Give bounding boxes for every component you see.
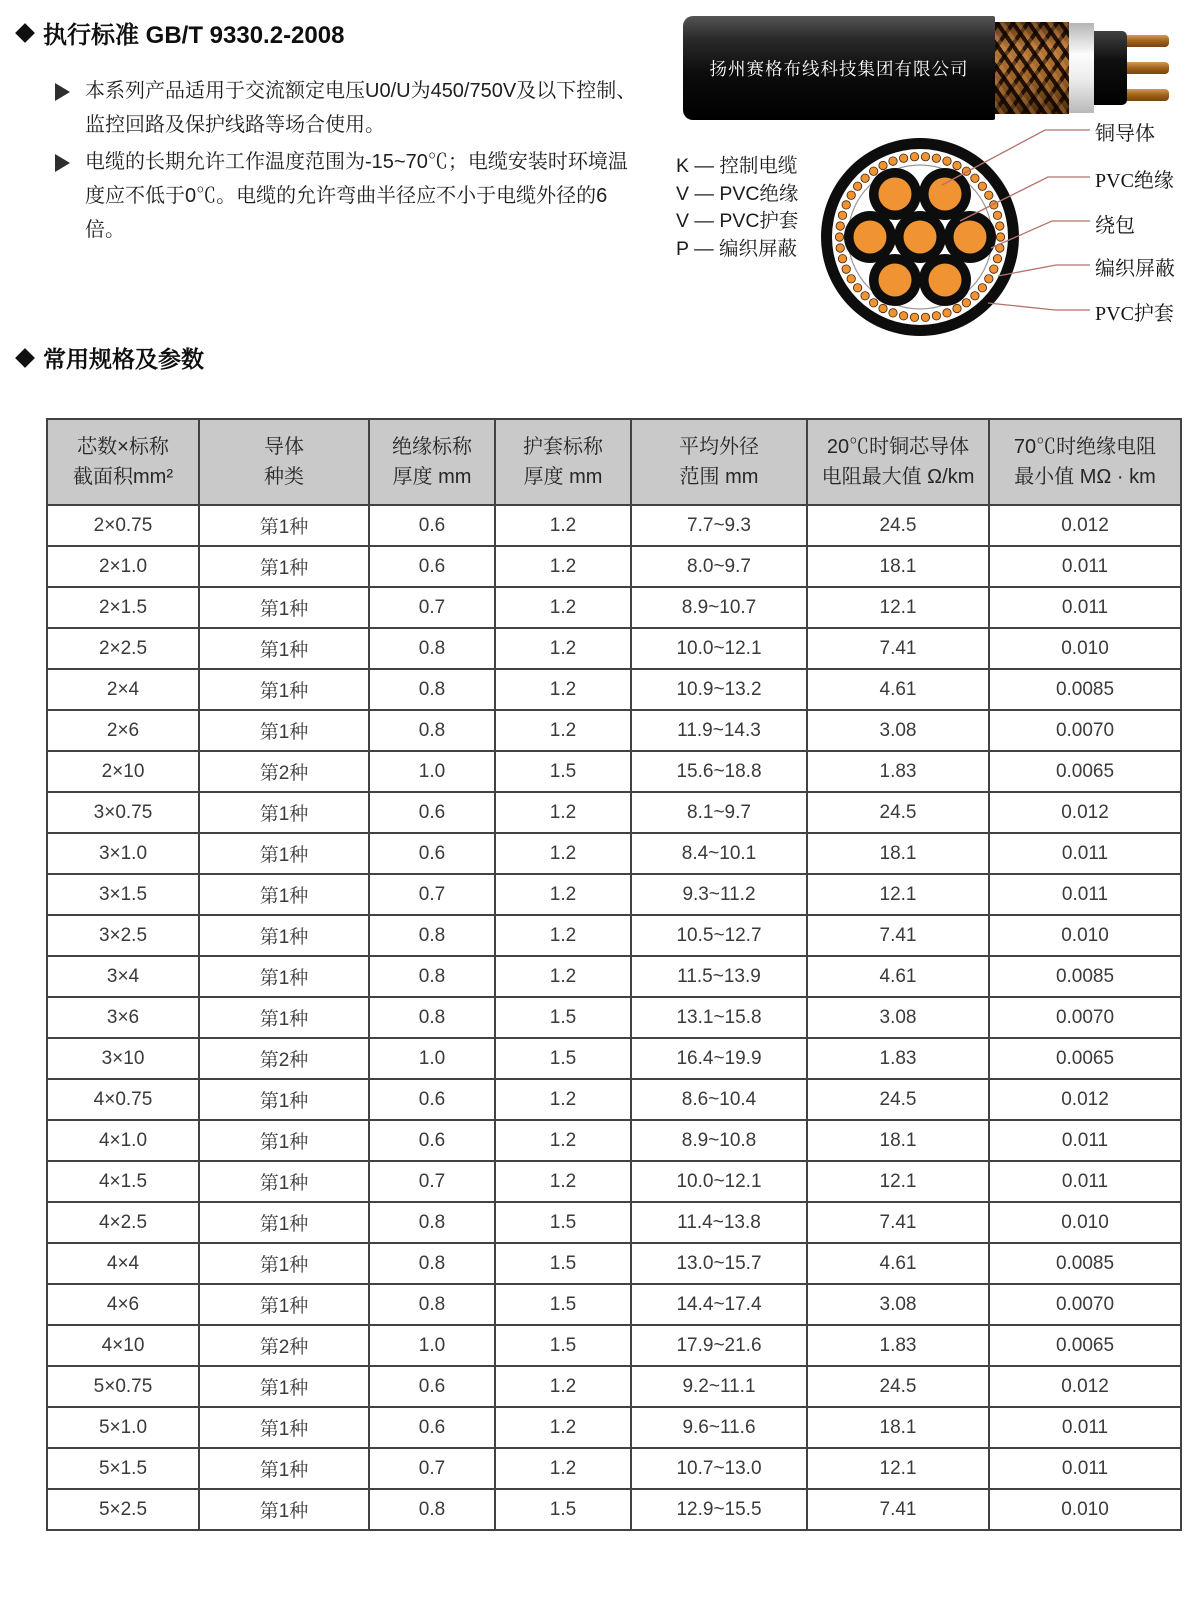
- table-cell: 0.0085: [989, 1243, 1181, 1284]
- table-cell: 16.4~19.9: [631, 1038, 807, 1079]
- table-cell: 0.8: [369, 1202, 495, 1243]
- table-row: [47, 1202, 1181, 1243]
- table-cell: 0.011: [989, 1407, 1181, 1448]
- table-cell: 1.2: [495, 1120, 631, 1161]
- legend-line: K — 控制电缆: [676, 155, 798, 177]
- table-cell: 第1种: [199, 956, 369, 997]
- table-cell: 4.61: [807, 956, 989, 997]
- table-row: [47, 1120, 1181, 1161]
- legend-line: V — PVC护套: [676, 210, 799, 232]
- table-cell: 5×2.5: [47, 1489, 199, 1530]
- table-cell: 8.4~10.1: [631, 833, 807, 874]
- table-cell: 11.5~13.9: [631, 956, 807, 997]
- table-row: [47, 997, 1181, 1038]
- table-cell: 2×10: [47, 751, 199, 792]
- legend-line: P — 编织屏蔽: [676, 237, 797, 260]
- table-cell: 第1种: [199, 1489, 369, 1530]
- table-row: [47, 1366, 1181, 1407]
- diamond-bullet-icon: [15, 348, 35, 368]
- table-row: [47, 628, 1181, 669]
- diagram-label-conductor: 铜导体: [1095, 123, 1155, 145]
- intro-text: 本系列产品适用于交流额定电压U0/U为450/750V及以下控制、监控回路及保护线路等场合使用。: [85, 80, 637, 136]
- table-cell: 18.1: [807, 1120, 989, 1161]
- table-cell: 1.5: [495, 1202, 631, 1243]
- table-cell: 0.8: [369, 997, 495, 1038]
- table-cell: 9.2~11.1: [631, 1366, 807, 1407]
- table-cell: 1.2: [495, 792, 631, 833]
- table-cell: 0.010: [989, 1489, 1181, 1530]
- table-cell: 1.83: [807, 1038, 989, 1079]
- table-cell: 0.6: [369, 1407, 495, 1448]
- table-row: [47, 505, 1181, 546]
- table-cell: 2×1.0: [47, 546, 199, 587]
- table-cell: 第1种: [199, 669, 369, 710]
- table-row: [47, 915, 1181, 956]
- table-cell: 1.2: [495, 1161, 631, 1202]
- table-cell: 0.0065: [989, 1038, 1181, 1079]
- table-cell: 3×1.5: [47, 874, 199, 915]
- table-cell: 12.1: [807, 1448, 989, 1489]
- table-cell: 第2种: [199, 751, 369, 792]
- table-cell: 0.6: [369, 1079, 495, 1120]
- table-cell: 0.011: [989, 1448, 1181, 1489]
- table-cell: 0.8: [369, 956, 495, 997]
- table-cell: 0.8: [369, 710, 495, 751]
- table-cell: 2×2.5: [47, 628, 199, 669]
- table-cell: 1.2: [495, 710, 631, 751]
- table-cell: 1.2: [495, 1079, 631, 1120]
- table-row: [47, 1325, 1181, 1366]
- table-cell: 3.08: [807, 1284, 989, 1325]
- table-cell: 第1种: [199, 1079, 369, 1120]
- table-cell: 4×6: [47, 1284, 199, 1325]
- table-cell: 0.6: [369, 546, 495, 587]
- table-cell: 9.6~11.6: [631, 1407, 807, 1448]
- table-cell: 第1种: [199, 587, 369, 628]
- table-cell: 第1种: [199, 915, 369, 956]
- intro-text: 电缆的长期允许工作温度范围为-15~70℃；电缆安装时环境温度应不低于0℃。电缆的允许弯曲半径应不小于电缆外径的6倍。: [85, 151, 628, 241]
- table-cell: 3.08: [807, 997, 989, 1038]
- table-cell: 12.1: [807, 587, 989, 628]
- table-cell: 0.010: [989, 1202, 1181, 1243]
- table-cell: 4×0.75: [47, 1079, 199, 1120]
- table-cell: 4×2.5: [47, 1202, 199, 1243]
- table-cell: 0.0070: [989, 710, 1181, 751]
- table-cell: 第1种: [199, 710, 369, 751]
- column-header: 导体 种类: [199, 419, 369, 505]
- table-cell: 7.7~9.3: [631, 505, 807, 546]
- table-cell: 10.0~12.1: [631, 628, 807, 669]
- column-header: 70℃时绝缘电阻 最小值 MΩ · km: [989, 419, 1181, 505]
- standard-title: [18, 15, 344, 50]
- specs-section-title-text: 常用规格及参数: [43, 346, 204, 372]
- table-cell: 1.5: [495, 751, 631, 792]
- table-cell: 第1种: [199, 1407, 369, 1448]
- table-cell: 8.6~10.4: [631, 1079, 807, 1120]
- diagram-label-braid-shield: 编织屏蔽: [1095, 258, 1175, 280]
- table-cell: 1.83: [807, 751, 989, 792]
- table-cell: 第1种: [199, 1161, 369, 1202]
- table-cell: 第1种: [199, 1243, 369, 1284]
- diagram-label-pvc-sheath: PVC护套: [1095, 303, 1174, 325]
- table-cell: 7.41: [807, 1489, 989, 1530]
- table-cell: 0.012: [989, 505, 1181, 546]
- table-cell: 第1种: [199, 546, 369, 587]
- table-cell: 3×0.75: [47, 792, 199, 833]
- table-cell: 第1种: [199, 997, 369, 1038]
- table-cell: 第2种: [199, 1325, 369, 1366]
- table-cell: 1.5: [495, 1284, 631, 1325]
- table-cell: 0.7: [369, 874, 495, 915]
- table-row: [47, 1038, 1181, 1079]
- table-cell: 7.41: [807, 915, 989, 956]
- table-row: [47, 669, 1181, 710]
- table-cell: 10.0~12.1: [631, 1161, 807, 1202]
- table-cell: 1.2: [495, 833, 631, 874]
- table-cell: 11.9~14.3: [631, 710, 807, 751]
- table-row: [47, 1448, 1181, 1489]
- table-cell: 第1种: [199, 1202, 369, 1243]
- table-cell: 1.5: [495, 1243, 631, 1284]
- table-cell: 第1种: [199, 628, 369, 669]
- table-cell: 1.2: [495, 1448, 631, 1489]
- table-cell: 0.012: [989, 792, 1181, 833]
- table-row: [47, 1161, 1181, 1202]
- table-cell: 4.61: [807, 1243, 989, 1284]
- table-cell: 15.6~18.8: [631, 751, 807, 792]
- table-cell: 8.9~10.8: [631, 1120, 807, 1161]
- column-header: 芯数×标称 截面积mm²: [47, 419, 199, 505]
- table-cell: 18.1: [807, 833, 989, 874]
- table-cell: 0.0085: [989, 669, 1181, 710]
- table-row: [47, 792, 1181, 833]
- spec-table-body: [47, 505, 1181, 1530]
- table-cell: 1.2: [495, 915, 631, 956]
- table-row: [47, 833, 1181, 874]
- table-cell: 0.8: [369, 1284, 495, 1325]
- column-header: 绝缘标称 厚度 mm: [369, 419, 495, 505]
- table-row: [47, 1284, 1181, 1325]
- column-header: 平均外径 范围 mm: [631, 419, 807, 505]
- table-cell: 0.6: [369, 833, 495, 874]
- intro-bullet: [55, 145, 647, 247]
- table-cell: 第1种: [199, 792, 369, 833]
- brand-text: 扬州赛格布线科技集团有限公司: [709, 58, 969, 79]
- table-cell: 3×2.5: [47, 915, 199, 956]
- table-cell: 12.1: [807, 1161, 989, 1202]
- table-cell: 0.6: [369, 1366, 495, 1407]
- table-cell: 5×1.0: [47, 1407, 199, 1448]
- table-cell: 18.1: [807, 1407, 989, 1448]
- table-cell: 1.2: [495, 1366, 631, 1407]
- table-cell: 1.2: [495, 628, 631, 669]
- table-cell: 第1种: [199, 1120, 369, 1161]
- table-cell: 0.8: [369, 669, 495, 710]
- table-cell: 7.41: [807, 628, 989, 669]
- table-cell: 1.2: [495, 669, 631, 710]
- table-cell: 第2种: [199, 1038, 369, 1079]
- table-cell: 0.012: [989, 1079, 1181, 1120]
- table-cell: 1.5: [495, 1489, 631, 1530]
- table-cell: 10.5~12.7: [631, 915, 807, 956]
- column-header: 20℃时铜芯导体 电阻最大值 Ω/km: [807, 419, 989, 505]
- table-cell: 0.011: [989, 587, 1181, 628]
- diagram-label-insulation: PVC绝缘: [1095, 170, 1174, 192]
- table-cell: 10.9~13.2: [631, 669, 807, 710]
- table-cell: 0.010: [989, 915, 1181, 956]
- table-cell: 24.5: [807, 1079, 989, 1120]
- table-cell: 2×6: [47, 710, 199, 751]
- table-cell: 0.011: [989, 546, 1181, 587]
- table-row: [47, 587, 1181, 628]
- table-cell: 9.3~11.2: [631, 874, 807, 915]
- table-cell: 0.7: [369, 1448, 495, 1489]
- table-cell: 11.4~13.8: [631, 1202, 807, 1243]
- table-cell: 1.0: [369, 1325, 495, 1366]
- table-cell: 1.2: [495, 956, 631, 997]
- table-cell: 第1种: [199, 833, 369, 874]
- table-cell: 4×1.0: [47, 1120, 199, 1161]
- table-cell: 1.0: [369, 1038, 495, 1079]
- table-cell: 0.011: [989, 1161, 1181, 1202]
- product-intro: [55, 74, 647, 250]
- table-cell: 0.8: [369, 1489, 495, 1530]
- table-cell: 3.08: [807, 710, 989, 751]
- table-cell: 3×10: [47, 1038, 199, 1079]
- table-cell: 0.0065: [989, 1325, 1181, 1366]
- intro-bullet: [55, 74, 647, 142]
- table-cell: 12.9~15.5: [631, 1489, 807, 1530]
- table-cell: 0.0065: [989, 751, 1181, 792]
- table-cell: 1.83: [807, 1325, 989, 1366]
- table-cell: 4×1.5: [47, 1161, 199, 1202]
- table-cell: 0.0070: [989, 1284, 1181, 1325]
- table-cell: 0.011: [989, 874, 1181, 915]
- table-cell: 第1种: [199, 874, 369, 915]
- table-cell: 0.6: [369, 505, 495, 546]
- table-cell: 18.1: [807, 546, 989, 587]
- table-cell: 3×1.0: [47, 833, 199, 874]
- triangle-bullet-icon: [55, 154, 70, 172]
- table-cell: 8.1~9.7: [631, 792, 807, 833]
- table-cell: 8.9~10.7: [631, 587, 807, 628]
- table-cell: 0.7: [369, 587, 495, 628]
- table-row: [47, 751, 1181, 792]
- table-cell: 1.2: [495, 546, 631, 587]
- table-row: [47, 1489, 1181, 1530]
- table-cell: 第1种: [199, 1448, 369, 1489]
- table-cell: 1.2: [495, 874, 631, 915]
- standard-title-text: 执行标准 GB/T 9330.2-2008: [43, 22, 345, 49]
- table-cell: 0.7: [369, 1161, 495, 1202]
- table-cell: 4.61: [807, 669, 989, 710]
- table-cell: 1.0: [369, 751, 495, 792]
- table-cell: 0.6: [369, 792, 495, 833]
- table-cell: 5×1.5: [47, 1448, 199, 1489]
- table-cell: 14.4~17.4: [631, 1284, 807, 1325]
- table-cell: 5×0.75: [47, 1366, 199, 1407]
- specs-section-title: [18, 341, 204, 374]
- table-cell: 1.2: [495, 505, 631, 546]
- table-cell: 24.5: [807, 505, 989, 546]
- table-cell: 2×4: [47, 669, 199, 710]
- spec-table-head-row: [47, 419, 1181, 505]
- table-cell: 第1种: [199, 1284, 369, 1325]
- table-cell: 0.0085: [989, 956, 1181, 997]
- table-cell: 24.5: [807, 1366, 989, 1407]
- triangle-bullet-icon: [55, 83, 70, 101]
- table-row: [47, 710, 1181, 751]
- table-cell: 0.011: [989, 833, 1181, 874]
- diagram-label-wrap: 绕包: [1095, 215, 1135, 237]
- table-cell: 10.7~13.0: [631, 1448, 807, 1489]
- table-cell: 0.8: [369, 628, 495, 669]
- table-cell: 0.8: [369, 915, 495, 956]
- table-row: [47, 1079, 1181, 1120]
- diamond-bullet-icon: [15, 23, 35, 43]
- table-cell: 第1种: [199, 1366, 369, 1407]
- table-cell: 12.1: [807, 874, 989, 915]
- table-row: [47, 1243, 1181, 1284]
- table-cell: 1.5: [495, 1325, 631, 1366]
- table-cell: 24.5: [807, 792, 989, 833]
- column-header: 护套标称 厚度 mm: [495, 419, 631, 505]
- table-cell: 13.0~15.7: [631, 1243, 807, 1284]
- table-cell: 3×4: [47, 956, 199, 997]
- table-cell: 2×1.5: [47, 587, 199, 628]
- spec-table: [46, 418, 1182, 1531]
- table-cell: 8.0~9.7: [631, 546, 807, 587]
- table-cell: 0.6: [369, 1120, 495, 1161]
- table-cell: 13.1~15.8: [631, 997, 807, 1038]
- table-cell: 2×0.75: [47, 505, 199, 546]
- table-cell: 3×6: [47, 997, 199, 1038]
- table-cell: 1.5: [495, 1038, 631, 1079]
- table-cell: 17.9~21.6: [631, 1325, 807, 1366]
- table-cell: 1.2: [495, 587, 631, 628]
- table-row: [47, 956, 1181, 997]
- table-cell: 0.8: [369, 1243, 495, 1284]
- table-row: [47, 546, 1181, 587]
- table-cell: 0.010: [989, 628, 1181, 669]
- table-cell: 0.0070: [989, 997, 1181, 1038]
- table-cell: 0.011: [989, 1120, 1181, 1161]
- table-row: [47, 874, 1181, 915]
- legend-line: V — PVC绝缘: [676, 182, 799, 205]
- table-cell: 4×10: [47, 1325, 199, 1366]
- table-cell: 7.41: [807, 1202, 989, 1243]
- table-cell: 4×4: [47, 1243, 199, 1284]
- table-cell: 0.012: [989, 1366, 1181, 1407]
- table-cell: 1.2: [495, 1407, 631, 1448]
- table-row: [47, 1407, 1181, 1448]
- table-cell: 1.5: [495, 997, 631, 1038]
- table-cell: 第1种: [199, 505, 369, 546]
